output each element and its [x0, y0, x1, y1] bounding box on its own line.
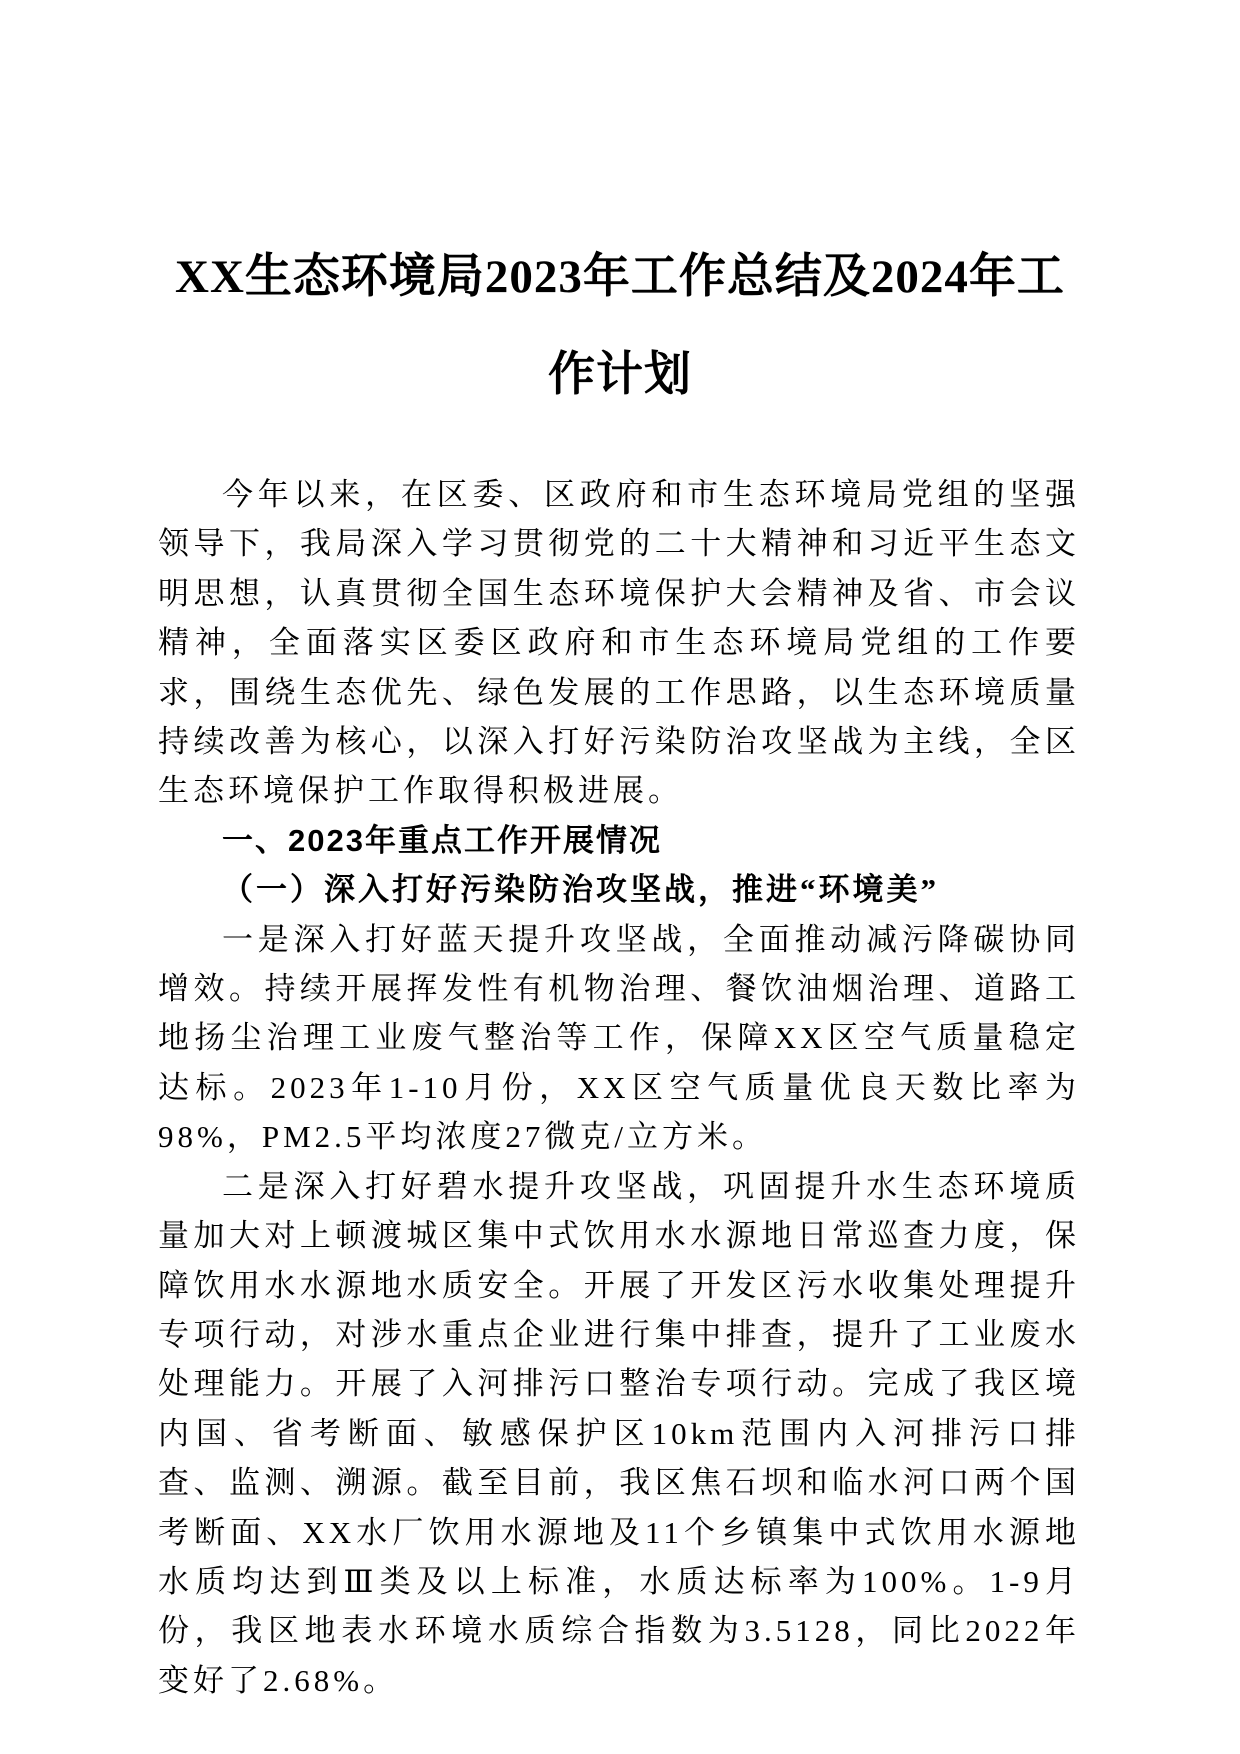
subsection-heading: （一）深入打好污染防治攻坚战，推进“环境美”	[222, 872, 939, 908]
document-title	[130, 228, 1110, 424]
section-heading: 一、2023年重点工作开展情况	[222, 822, 662, 858]
intro-paragraph: 今年以来，在区委、区政府和市生态环境局党组的坚强领导下，我局深入学习贯彻党的二十大精神和习近平生态文明思想，认真贯彻全国生态环境保护大会精神及省、市会议精神，全面落实区委区政府和市生态环境局党组的工作要求，围绕生态优先、绿色发展的工作思路，以生态环境质量持续改善为核心，以深入打好污染防治攻坚战为主线，全区生态环境保护工作取得积极进展。	[158, 477, 1080, 809]
clear-water-paragraph: 二是深入打好碧水提升攻坚战，巩固提升水生态环境质量加大对上顿渡城区集中式饮用水水源地日常巡查力度，保障饮用水水源地水质安全。开展了开发区污水收集处理提升专项行动，对涉水重点企业进行集中排查，提升了工业废水处理能力。开展了入河排污口整治专项行动。完成了我区境内国、省考断面、敏感保护区10km范围内入河排污口排查、监测、溯源。截至目前，我区焦石坝和临水河口两个国考断面、XX水厂饮用水源地及11个乡镇集中式饮用水源地水质均达到Ⅲ类及以上标准，水质达标率为100%。1-9月份，我区地表水环境水质综合指数为3.5128，同比2022年变好了2.68%。	[158, 1168, 1080, 1698]
title-line-1: XX生态环境局2023年工作总结及2024年工	[175, 251, 1065, 303]
blue-sky-paragraph: 一是深入打好蓝天提升攻坚战，全面推动减污降碳协同增效。持续开展挥发性有机物治理、餐饮油烟治理、道路工地扬尘治理工业废气整治等工作，保障XX区空气质量稳定达标。2023年1-10月份，XX区空气质量优良天数比率为98%，PM2.5平均浓度27微克/立方米。	[158, 921, 1080, 1155]
document-body	[158, 470, 1080, 1705]
title-line-2: 作计划	[548, 349, 692, 401]
